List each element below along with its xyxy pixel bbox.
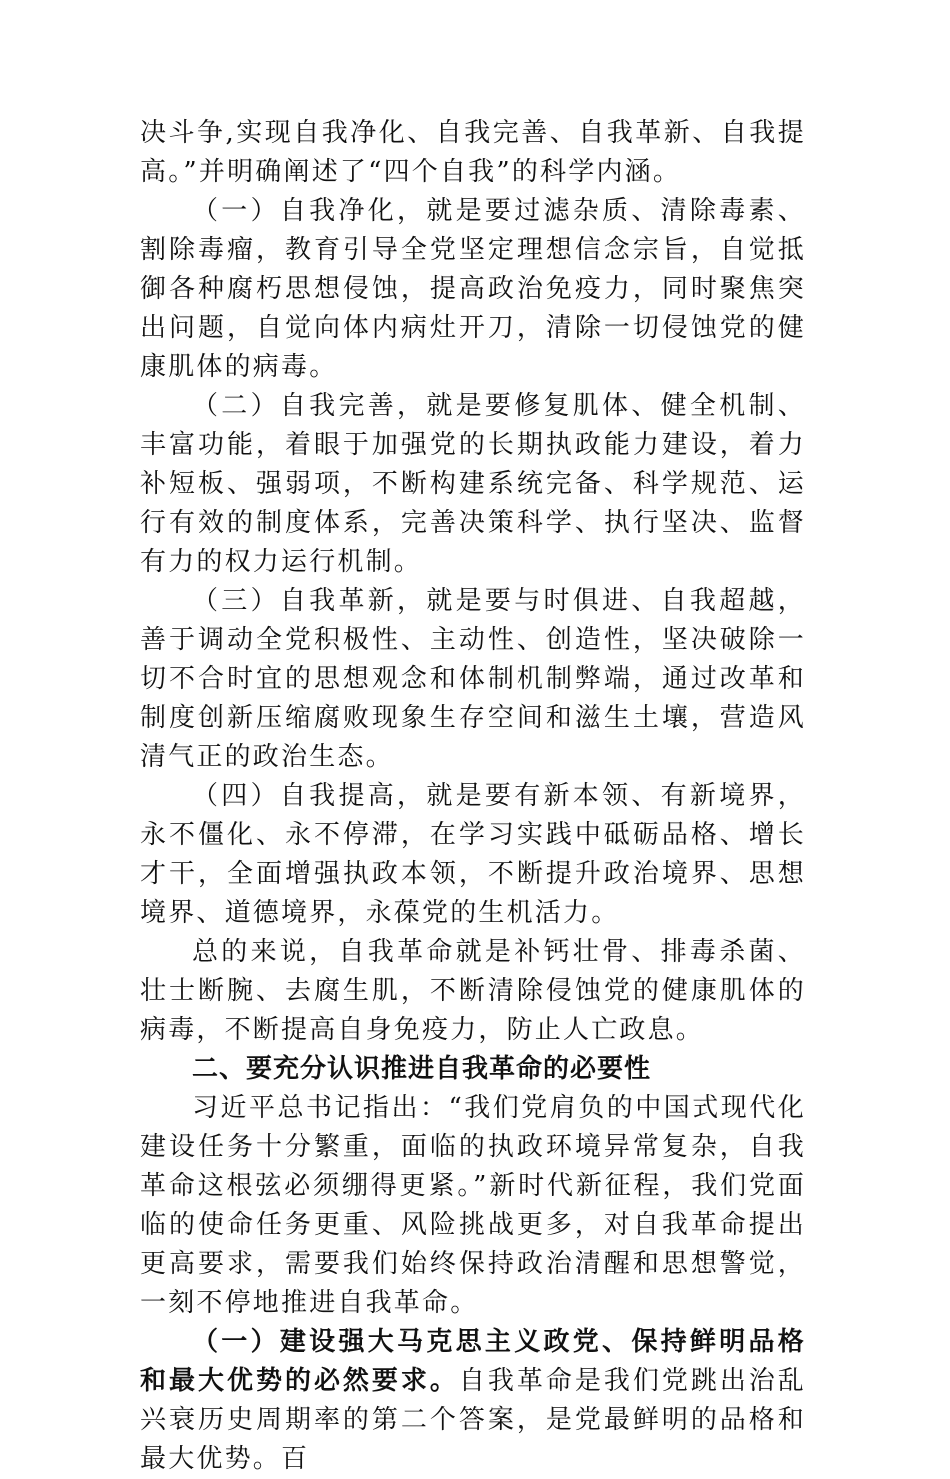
section-heading: 二、要充分认识推进自我革命的必要性 <box>192 1054 652 1084</box>
document-body <box>140 114 806 1479</box>
paragraph-self-purification: （一）自我净化，就是要过滤杂质、清除毒素、割除毒瘤，教育引导全党坚定理想信念宗旨，自觉抵御各种腐朽思想侵蚀，提高政治免疫力，同时聚焦突出问题，自觉向体内病灶开刀，清除一切侵蚀党的健康肌体的病毒。 <box>140 196 806 382</box>
paragraph-necessity-one <box>140 1323 806 1479</box>
paragraph-xi-quote: 习近平总书记指出：“我们党肩负的中国式现代化建设任务十分繁重，面临的执政环境异常复杂，自我革命这根弦必须绷得更紧。”新时代新征程，我们党面临的使命任务更重、风险挑战更多，对自我革命提出更高要求，需要我们始终保持政治清醒和思想警觉，一刻不停地推进自我革命。 <box>140 1093 806 1318</box>
paragraph-bold-lead: （一）建设强大马克思主义政党、保持鲜明品格和最大优势的必然要求。 <box>140 1327 806 1396</box>
paragraph-body-text: 自我革命是我们党跳出治乱兴衰历史周期率的第二个答案，是党最鲜明的品格和最大优势。百 <box>140 1366 807 1474</box>
paragraph-self-enhancement: （四）自我提高，就是要有新本领、有新境界，永不僵化、永不停滞，在学习实践中砥砺品格、增长才干，全面增强执政本领，不断提升政治境界、思想境界、道德境界，永葆党的生机活力。 <box>140 781 806 928</box>
paragraph-self-renewal: （三）自我革新，就是要与时俱进、自我超越，善于调动全党积极性、主动性、创造性，坚决破除一切不合时宜的思想观念和体制机制弊端，通过改革和制度创新压缩腐败现象生存空间和滋生土壤，营造风清气正的政治生态。 <box>140 586 806 772</box>
paragraph-summary: 总的来说，自我革命就是补钙壮骨、排毒杀菌、壮士断腕、去腐生肌，不断清除侵蚀党的健康肌体的病毒，不断提高自身免疫力，防止人亡政息。 <box>140 937 806 1045</box>
paragraph-continuation: 决斗争,实现自我净化、自我完善、自我革新、自我提高。”并明确阐述了“四个自我”的科学内涵。 <box>140 118 806 187</box>
paragraph-self-improvement: （二）自我完善，就是要修复肌体、健全机制、丰富功能，着眼于加强党的长期执政能力建设，着力补短板、强弱项，不断构建系统完备、科学规范、运行有效的制度体系，完善决策科学、执行坚决、监督有力的权力运行机制。 <box>140 391 806 577</box>
